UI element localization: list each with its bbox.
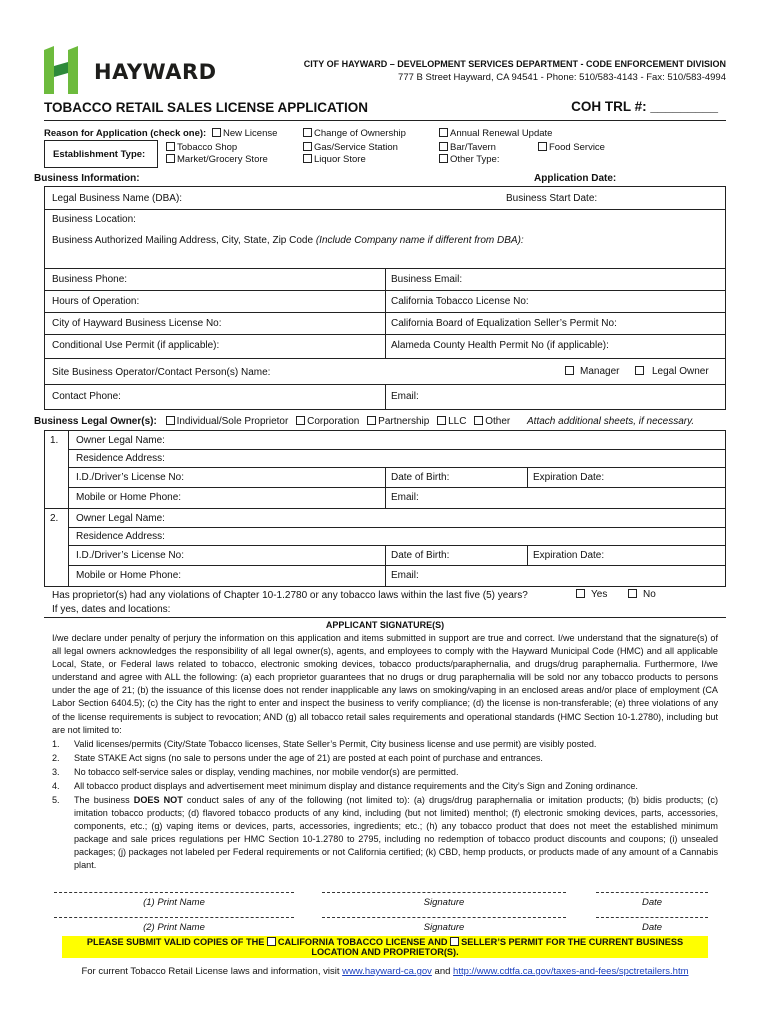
item-text-pre: The business	[74, 795, 134, 805]
signature-1-line[interactable]	[322, 892, 566, 893]
column-divider	[527, 467, 528, 487]
owner-1-expiration-field[interactable]: Expiration Date:	[533, 472, 605, 483]
item-text-bold: DOES NOT	[133, 795, 183, 805]
contact-phone-field[interactable]: Contact Phone:	[52, 391, 121, 402]
violations-details-field[interactable]: If yes, dates and locations:	[52, 604, 171, 615]
violations-yes-option[interactable]	[576, 589, 607, 600]
item-text: State STAKE Act signs (no sale to persons under the age of 21) are posted at each point of purchase and entrances.	[74, 753, 543, 763]
operator-field[interactable]: Site Business Operator/Contact Person(s) Name:	[52, 367, 271, 378]
column-divider	[527, 545, 528, 565]
requirement-item	[52, 794, 718, 874]
business-phone-field[interactable]: Business Phone:	[52, 274, 128, 285]
owner-2-number: 2.	[50, 513, 59, 524]
date-2-caption: Date	[641, 922, 663, 933]
department-header	[304, 58, 726, 84]
column-divider	[68, 430, 69, 509]
checkbox[interactable]	[628, 589, 637, 598]
owner-2-residence-field[interactable]: Residence Address:	[76, 531, 165, 542]
option-label: LLC	[448, 416, 467, 427]
type-market-grocery[interactable]	[166, 154, 268, 165]
print-name-1-line[interactable]	[54, 892, 294, 893]
type-tobacco-shop[interactable]	[166, 142, 237, 153]
operator-legal-owner-option[interactable]	[635, 366, 709, 377]
option-label: Manager	[580, 366, 620, 377]
type-bar-tavern[interactable]	[439, 142, 496, 153]
row-divider	[68, 449, 726, 450]
checkbox[interactable]	[296, 416, 305, 425]
signature-heading: APPLICANT SIGNATURE(S)	[325, 620, 445, 630]
establishment-label-box	[44, 140, 158, 168]
owner-1-number: 1.	[50, 435, 59, 446]
option-label: Tobacco Shop	[177, 142, 238, 153]
row-divider	[44, 209, 726, 210]
row-divider	[44, 358, 726, 359]
owner-type-corporation[interactable]	[296, 416, 359, 427]
row-divider	[68, 487, 726, 488]
date-1-line[interactable]	[596, 892, 708, 893]
form-title: TOBACCO RETAIL SALES LICENSE APPLICATION	[44, 100, 369, 115]
declaration-text: I/we declare under penalty of perjury the information on this application and items submitted in support are true and correct. I/we understand that the signature(s) of all legal owners acknowledges the responsibility of all legal owner(s), agents, and employees to comply with the Hayward Municipal Code (HMC) and all applicable Local, State, or Federal laws related to tobacco, electronic smoking devices, tobacco products/paraphernalia, and drugs/drug paraphernalia. Furthermore, I/we understand and agree with ALL the following: (a) each proprietor guarantees that no drugs or drug paraphernalia will be sold nor any tobacco products to persons under the age of 21; (b) the issuance of this license does not render inapplicable any laws on smoking/vaping in an enclosed areas and/or place of employment (CA Labor Section 6404.5); (c) the City has the right to enter and inspect the business to verify compliance; (d) the license is non-transferable; (e) three violations of any of the license requirements is subject to revocation; AND (g) all tobacco retail sales requirements and operational standards (HMC Section 10-1.2780), including but are not limited to:	[52, 633, 718, 735]
attach-note: Attach additional sheets, if necessary.	[527, 416, 695, 427]
checkbox[interactable]	[303, 154, 312, 163]
option-label: Partnership	[378, 416, 430, 427]
ca-license-checkbox[interactable]	[267, 937, 276, 946]
health-permit-field[interactable]: Alameda County Health Permit No (if applicable):	[391, 340, 609, 351]
option-label: Bar/Tavern	[450, 142, 496, 153]
option-label: Change of Ownership	[314, 128, 406, 139]
type-gas-station[interactable]	[303, 142, 398, 153]
owner-type-llc[interactable]	[437, 416, 466, 427]
owner-2-name-field[interactable]: Owner Legal Name:	[76, 513, 165, 524]
option-label: Food Service	[549, 142, 605, 153]
sellers-permit-checkbox[interactable]	[450, 937, 459, 946]
department-line: CITY OF HAYWARD – DEVELOPMENT SERVICES DEPARTMENT - CODE ENFORCEMENT DIVISION	[303, 59, 726, 69]
option-label: Market/Grocery Store	[177, 154, 268, 165]
row-divider	[68, 467, 726, 468]
option-label: Legal Owner	[652, 366, 709, 377]
owner-1-name-field[interactable]: Owner Legal Name:	[76, 435, 165, 446]
option-label: Other	[485, 416, 511, 427]
owner-2-phone-field[interactable]: Mobile or Home Phone:	[76, 570, 182, 581]
item-number: 4.	[52, 781, 60, 791]
mailing-note: (Include Company name if different from DBA):	[315, 235, 524, 246]
footer	[0, 966, 770, 977]
submission-notice	[62, 936, 708, 958]
operator-manager-option[interactable]	[565, 366, 619, 377]
checkbox[interactable]	[166, 154, 175, 163]
notice-text-post: SELLER’S PERMIT FOR THE CURRENT BUSINESS LOCATION AND PROPRIETOR(S).	[311, 937, 684, 957]
address-line: 777 B Street Hayward, CA 94541 - Phone: 510/583-4143 - Fax: 510/583-4994	[398, 72, 726, 83]
hayward-link[interactable]: www.hayward-ca.gov	[342, 966, 432, 977]
checkbox[interactable]	[212, 128, 221, 137]
boe-permit-field[interactable]: California Board of Equalization Seller’s Permit No:	[391, 318, 617, 329]
business-info-heading: Business Information:	[34, 173, 140, 184]
legal-name-field[interactable]: Legal Business Name (DBA):	[52, 193, 183, 204]
cup-field[interactable]: Conditional Use Permit (if applicable):	[52, 340, 220, 351]
establishment-label: Establishment Type:	[53, 149, 146, 160]
application-date-label: Application Date:	[534, 173, 617, 184]
owner-type-row	[34, 416, 694, 427]
violations-question: Has proprietor(s) had any violations of Chapter 10-1.2780 or any tobacco laws within the last five (5) years?	[52, 590, 528, 601]
column-divider	[385, 268, 386, 358]
coh-trl-number: COH TRL #: _________	[571, 99, 718, 114]
option-label: New License	[223, 128, 278, 139]
contact-email-field[interactable]: Email:	[391, 391, 419, 402]
column-divider	[68, 508, 69, 587]
start-date-field[interactable]: Business Start Date:	[506, 193, 598, 204]
checkbox[interactable]	[439, 128, 448, 137]
mailing-label: Business Authorized Mailing Address, City, State, Zip Code	[52, 235, 316, 246]
checkbox[interactable]	[439, 154, 448, 163]
checkbox[interactable]	[303, 128, 312, 137]
date-2-line[interactable]	[596, 917, 708, 918]
checkbox[interactable]	[166, 416, 175, 425]
checkbox[interactable]	[367, 416, 376, 425]
reason-change-ownership[interactable]	[303, 128, 406, 139]
owner-type-individual[interactable]	[166, 416, 289, 427]
owner-2-dob-field[interactable]: Date of Birth:	[391, 550, 450, 561]
hayward-h-icon	[44, 46, 88, 94]
hours-field[interactable]: Hours of Operation:	[52, 296, 140, 307]
item-text: Valid licenses/permits (City/State Tobacco licenses, State Seller’s Permit, City business license and use permit) are visibly posted.	[74, 739, 597, 749]
footer-and: and	[431, 966, 454, 977]
type-liquor-store[interactable]	[303, 154, 366, 165]
type-food-service[interactable]	[538, 142, 605, 153]
row-divider	[68, 527, 726, 528]
notice-text-license: CALIFORNIA TOBACCO LICENSE AND	[277, 937, 451, 947]
owner-2-expiration-field[interactable]: Expiration Date:	[533, 550, 605, 561]
requirement-item	[52, 752, 718, 765]
reason-new-license[interactable]	[212, 128, 277, 139]
date-1-caption: Date	[641, 897, 663, 908]
owner-2-id-field[interactable]: I.D./Driver’s License No:	[76, 550, 184, 561]
business-email-field[interactable]: Business Email:	[391, 274, 463, 285]
checkbox[interactable]	[474, 416, 483, 425]
option-label: Other Type:	[450, 154, 500, 165]
option-label: Liquor Store	[314, 154, 366, 165]
owner-type-other[interactable]	[474, 416, 510, 427]
print-name-2-line[interactable]	[54, 917, 294, 918]
checkbox[interactable]	[576, 589, 585, 598]
option-label: Yes	[591, 589, 608, 600]
checkbox[interactable]	[565, 366, 574, 375]
requirement-item	[52, 780, 718, 793]
owner-1-id-field[interactable]: I.D./Driver’s License No:	[76, 472, 184, 483]
checkbox[interactable]	[439, 142, 448, 151]
violations-no-option[interactable]	[628, 589, 656, 600]
mailing-address-field[interactable]	[52, 235, 524, 246]
signature-1-caption: Signature	[423, 897, 465, 908]
owner-2-email-field[interactable]: Email:	[391, 570, 419, 581]
checkbox[interactable]	[635, 366, 644, 375]
cdtfa-link[interactable]: http://www.cdtfa.ca.gov/taxes-and-fees/spctretailers.htm	[453, 966, 689, 977]
item-text-rest: conduct sales of any of the following (not limited to): (a) drugs/drug paraphernalia or imitation products; (b) bidis products; (c) imitation tobacco products; (d) flavored tobacco products of any kind, including (but not limited) menthol; (f) electronic smoking devices, parts, accessories, components, etc.; (g) vaping items or devices, parts, accessories, ingredients; etc.; (h) any tobacco product that does not meet the established minimum package and sale prices regulations per HMC Section 10-1.2780 to 2795, including no redemption of tobacco product discounts and coupons; (i) unsealed packages; (j) packages not labeled per Federal requirements or not California certified; (k) CBD, hemp products, or products made of any amount of a Cannabis plant.	[74, 795, 718, 871]
checkbox[interactable]	[303, 142, 312, 151]
owner-1-phone-field[interactable]: Mobile or Home Phone:	[76, 492, 182, 503]
reason-label: Reason for Application (check one):	[44, 128, 207, 139]
requirement-item	[52, 766, 718, 779]
row-divider	[68, 565, 726, 566]
option-label: Annual Renewal Update	[450, 128, 553, 139]
print-name-1-caption: (1) Print Name	[143, 897, 205, 908]
option-label: Gas/Service Station	[314, 142, 398, 153]
notice-text-pre: PLEASE SUBMIT VALID COPIES OF THE	[86, 937, 267, 947]
ca-tobacco-license-field[interactable]: California Tobacco License No:	[391, 296, 529, 307]
title-divider	[44, 120, 726, 121]
item-number: 2.	[52, 753, 60, 763]
row-divider	[68, 545, 726, 546]
section-divider	[44, 617, 726, 618]
hayward-logo	[44, 46, 234, 96]
signature-2-line[interactable]	[322, 917, 566, 918]
option-label: Corporation	[307, 416, 360, 427]
owner-1-email-field[interactable]: Email:	[391, 492, 419, 503]
logo-text: HAYWARD	[94, 60, 217, 84]
item-text	[74, 794, 718, 873]
requirement-item	[52, 738, 718, 751]
column-divider	[385, 384, 386, 410]
checkbox[interactable]	[437, 416, 446, 425]
item-number: 5.	[52, 795, 60, 805]
owner-1-residence-field[interactable]: Residence Address:	[76, 453, 165, 464]
item-text: No tobacco self-service sales or display, vending machines, nor mobile vendor(s) are permitted.	[74, 767, 459, 777]
item-number: 3.	[52, 767, 60, 777]
option-label: No	[643, 589, 656, 600]
column-divider	[385, 545, 386, 587]
option-label: Individual/Sole Proprietor	[176, 416, 289, 427]
checkbox[interactable]	[538, 142, 547, 151]
owner-1-dob-field[interactable]: Date of Birth:	[391, 472, 450, 483]
signature-2-caption: Signature	[423, 922, 465, 933]
reason-annual-renewal[interactable]	[439, 128, 552, 139]
item-number: 1.	[52, 739, 60, 749]
city-license-field[interactable]: City of Hayward Business License No:	[52, 318, 222, 329]
owner-type-partnership[interactable]	[367, 416, 429, 427]
checkbox[interactable]	[166, 142, 175, 151]
type-other[interactable]	[439, 154, 499, 165]
owners-label: Business Legal Owner(s):	[34, 416, 157, 427]
business-location-field[interactable]: Business Location:	[52, 214, 136, 225]
print-name-2-caption: (2) Print Name	[143, 922, 205, 933]
column-divider	[385, 467, 386, 509]
footer-text: For current Tobacco Retail License laws and information, visit	[81, 966, 343, 977]
item-text: All tobacco product displays and advertisement meet minimum display and distance requirements and the City’s Sign and Zoning ordinance.	[74, 781, 638, 791]
